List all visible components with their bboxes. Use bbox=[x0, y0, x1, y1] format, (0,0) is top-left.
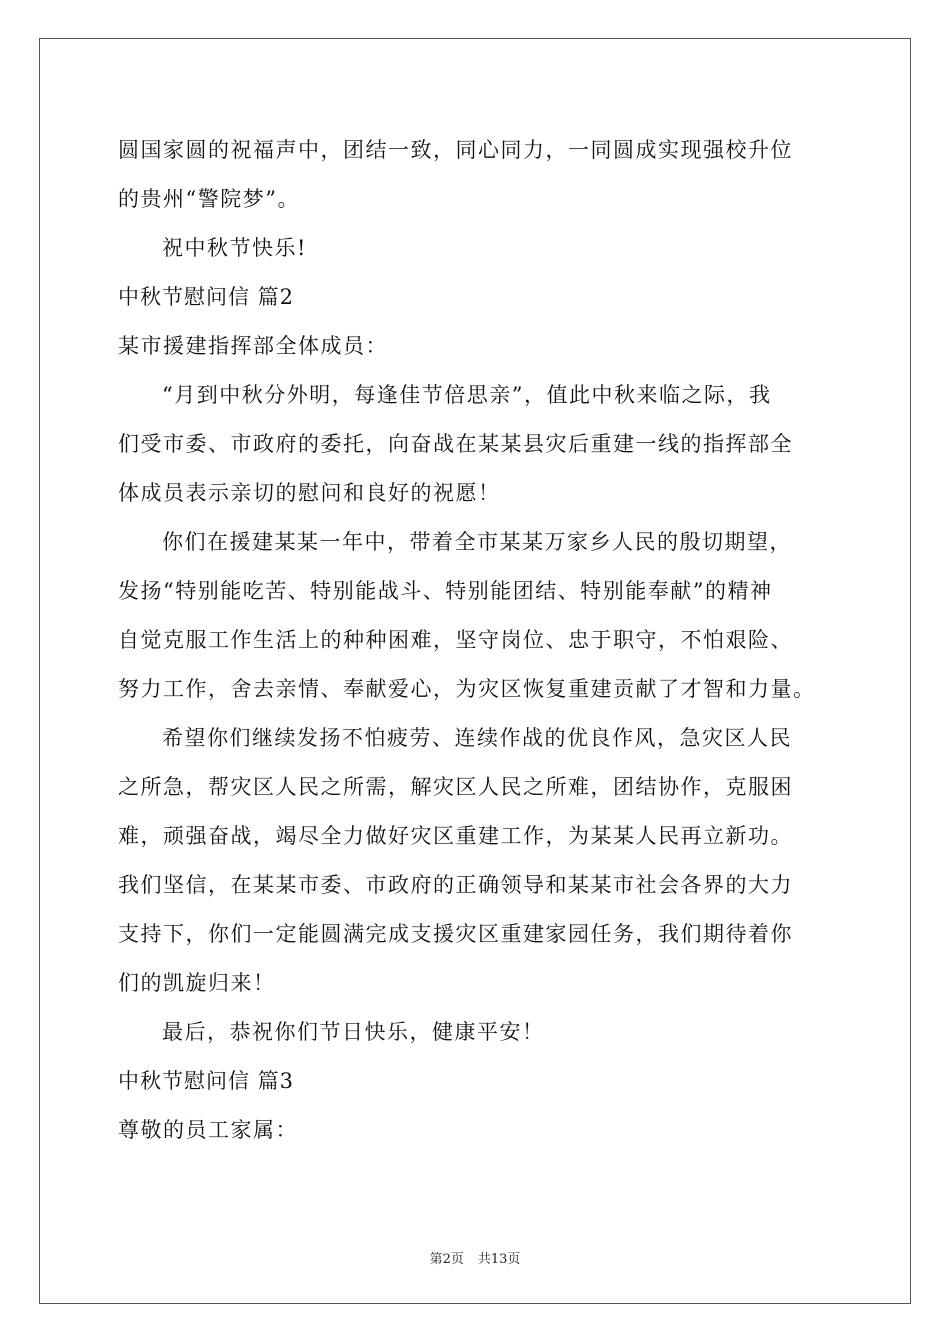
text-line: 最后，恭祝你们节日快乐，健康平安！ bbox=[162, 1020, 545, 1044]
text-line: 体成员表示亲切的慰问和良好的祝愿！ bbox=[118, 481, 501, 505]
text-line: 的贵州“警院梦”。 bbox=[118, 187, 300, 211]
section-heading: 中秋节慰问信 篇3 bbox=[118, 1069, 295, 1093]
text-line: 之所急，帮灾区人民之所需，解灾区人民之所难，团结协作，克服困 bbox=[118, 775, 793, 799]
document-body bbox=[118, 126, 858, 1155]
text-line: 难，顽强奋战，竭尽全力做好灾区重建工作，为某某人民再立新功。 bbox=[118, 824, 793, 848]
section-heading: 中秋节慰问信 篇2 bbox=[118, 285, 295, 309]
page-total: 共13页 bbox=[477, 1252, 521, 1267]
page-number: 第2页 bbox=[429, 1252, 464, 1267]
text-line: 们的凯旋归来！ bbox=[118, 971, 276, 995]
text-line: 发扬“特别能吃苦、特别能战斗、特别能团结、特别能奉献”的精神 bbox=[118, 579, 773, 603]
text-line: 圆国家圆的祝福声中，团结一致，同心同力，一同圆成实现强校升位 bbox=[118, 138, 793, 162]
text-line: 尊敬的员工家属： bbox=[118, 1118, 298, 1142]
page-footer bbox=[0, 1248, 950, 1267]
text-line: 努力工作，舍去亲情、奉献爱心，为灾区恢复重建贡献了才智和力量。 bbox=[118, 677, 816, 701]
text-line: 祝中秋节快乐! bbox=[162, 236, 307, 260]
text-line: 自觉克服工作生活上的种种困难，坚守岗位、忠于职守，不怕艰险、 bbox=[118, 628, 793, 652]
text-line: 希望你们继续发扬不怕疲劳、连续作战的优良作风，急灾区人民 bbox=[162, 726, 792, 750]
text-line: “月到中秋分外明，每逢佳节倍思亲”，值此中秋来临之际，我 bbox=[162, 383, 772, 407]
text-line: 们受市委、市政府的委托，向奋战在某某县灾后重建一线的指挥部全 bbox=[118, 432, 793, 456]
text-line: 某市援建指挥部全体成员： bbox=[118, 334, 388, 358]
text-line: 支持下，你们一定能圆满完成支援灾区重建家园任务，我们期待着你 bbox=[118, 922, 793, 946]
text-line: 你们在援建某某一年中，带着全市某某万家乡人民的殷切期望， bbox=[162, 530, 792, 554]
text-line: 我们坚信，在某某市委、市政府的正确领导和某某市社会各界的大力 bbox=[118, 873, 793, 897]
